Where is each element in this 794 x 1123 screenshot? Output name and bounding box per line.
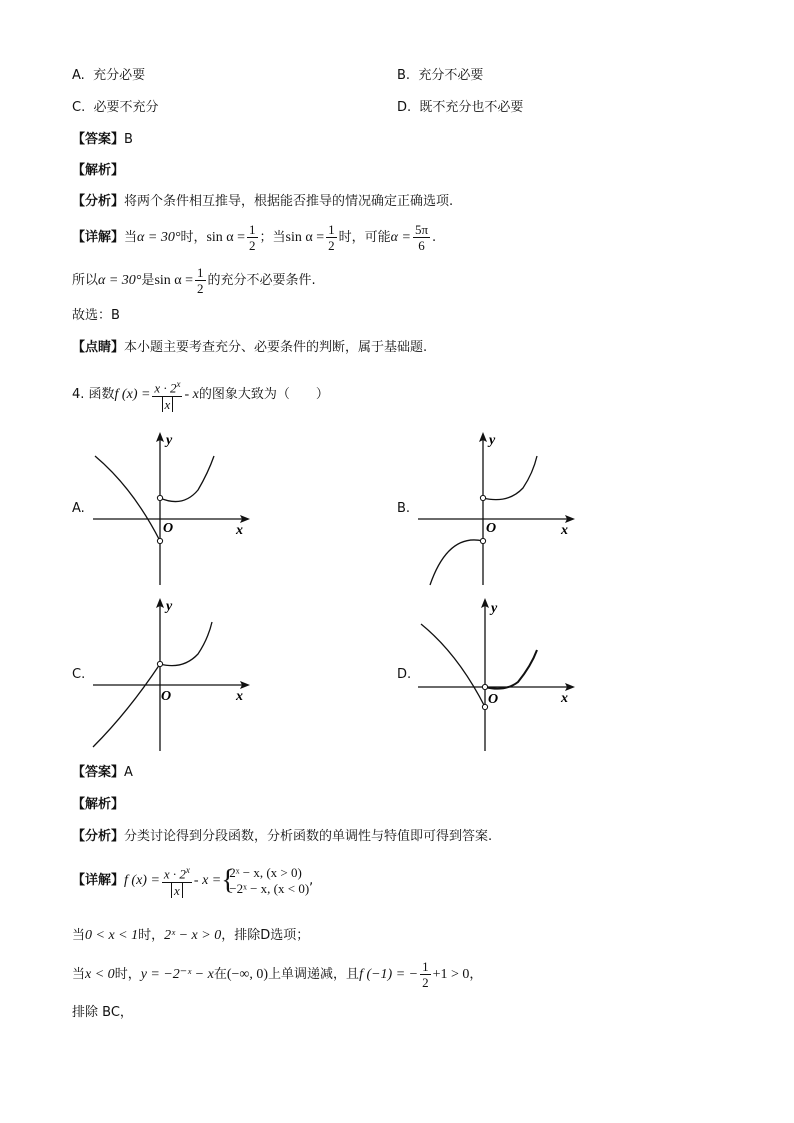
q3-answer-value: B: [124, 132, 133, 147]
q3-dianjing: [72, 339, 427, 357]
q4-stem: [72, 377, 329, 413]
q4-l2a: 当: [72, 967, 86, 982]
open-point: [157, 661, 162, 666]
q3-frac-half-2: [326, 222, 337, 253]
q4-line1: [72, 927, 309, 945]
q4-line2: [72, 958, 482, 992]
q4-num2: x · 2: [163, 866, 186, 882]
q3-detail: [72, 222, 436, 253]
q4-l1e: ，排除D选项；: [221, 928, 310, 943]
q3-conc3: 的充分不必要条件.: [207, 273, 316, 288]
graph-label-b: B.: [397, 501, 411, 516]
q4-piecewise: [221, 865, 309, 897]
x-label: x: [561, 691, 568, 706]
q3-answer-tag: 【答案】: [72, 132, 125, 147]
q4-detail: [72, 858, 313, 904]
curve-right: [160, 456, 214, 502]
curve-left: [93, 664, 160, 747]
option-d-letter: D.: [397, 100, 412, 115]
option-a-letter: A.: [72, 68, 85, 83]
q4-den: x: [162, 397, 174, 412]
q4-comma: ,: [309, 873, 314, 888]
q4-l1a: 当: [72, 928, 86, 943]
q3-fenxi-tag: 【分析】: [72, 194, 125, 209]
q4-answer: [72, 764, 133, 782]
y-label: y: [489, 433, 496, 448]
curve-right: [485, 650, 537, 689]
q3-frac-5pi6: [413, 222, 430, 253]
q4-detail-tag: 【详解】: [72, 873, 125, 888]
q3-d4: 时，可能: [338, 230, 391, 245]
curve-left: [95, 456, 160, 541]
option-b-text: 充分不必要: [418, 68, 484, 83]
x-label: x: [236, 689, 243, 704]
q4-frac: [152, 377, 182, 411]
q3-analysis-tag: 【解析】: [72, 163, 125, 178]
q4-l2g: 上单调递减，且: [268, 967, 360, 982]
q3-d3: ；当: [259, 230, 286, 245]
option-c-text: 必要不充分: [93, 100, 159, 115]
graph-a: [88, 428, 258, 588]
q4-l2b: x < 0: [85, 967, 115, 982]
frac-den: 2: [422, 975, 429, 990]
graph-d: [413, 594, 583, 754]
q4-sup2: x: [185, 865, 190, 876]
option-b: [397, 67, 483, 85]
graph-label-a: A.: [72, 501, 85, 516]
q3-fenxi-text: 将两个条件相互推导，根据能否推导的情况确定正确选项.: [124, 194, 454, 209]
q4-den2: x: [171, 883, 183, 898]
frac-den: 2: [328, 238, 335, 253]
q4-l1c: 时，: [138, 928, 165, 943]
q4-l2j: ，: [469, 967, 483, 982]
q3-answer: [72, 131, 133, 149]
q3-alpha-eq: α = 30°: [137, 230, 181, 245]
q3-d2: 时，: [180, 230, 207, 245]
q4-answer-tag: 【答案】: [72, 765, 125, 780]
x-label: x: [236, 523, 243, 538]
q4-line3: 排除 BC，: [72, 1005, 133, 1020]
q3-alpha-eq2: α =: [390, 230, 411, 245]
q3-conc-alpha: α = 30°: [98, 273, 142, 288]
open-point: [482, 684, 487, 689]
q4-fx: f (x) =: [114, 387, 151, 402]
open-point: [157, 538, 162, 543]
graph-b: [413, 428, 583, 588]
q4-frac-half: [420, 959, 431, 990]
q4-analysis-tag: 【解析】: [72, 797, 125, 812]
frac-den: 2: [197, 281, 204, 296]
option-d: [397, 99, 523, 117]
y-label: y: [166, 433, 173, 448]
curve-right: [483, 456, 537, 500]
graph-c: [88, 594, 258, 754]
q4-eq-minus-x: - x =: [193, 873, 222, 888]
frac-den: 2: [249, 238, 256, 253]
open-point: [480, 538, 485, 543]
option-b-letter: B.: [397, 68, 411, 83]
q3-d1: 当: [124, 230, 138, 245]
q3-dianjing-tag: 【点睛】: [72, 340, 125, 355]
q4-l2i: +1 > 0: [432, 967, 470, 982]
q4-case1: 2ˣ − x, (x > 0): [229, 864, 302, 880]
frac-den: 6: [418, 238, 425, 253]
frac-num: 1: [328, 222, 335, 237]
frac-num: 1: [197, 265, 204, 280]
q3-conc1: 所以: [72, 273, 99, 288]
q4-stem-num: 4. 函数: [72, 387, 115, 402]
q3-detail-tag: 【详解】: [72, 230, 125, 245]
frac-num: 1: [249, 222, 256, 237]
y-label: y: [166, 599, 173, 614]
curve-right: [160, 622, 212, 666]
open-point: [157, 495, 162, 500]
q4-l2c: 时，: [114, 967, 141, 982]
q3-frac-half: [247, 222, 258, 253]
option-a-text: 充分必要: [93, 68, 146, 83]
origin-label: O: [163, 521, 174, 536]
q3-conc-frac: [195, 265, 206, 296]
q4-l2e: 在: [213, 967, 227, 982]
option-c: [72, 99, 159, 117]
q3-period: .: [432, 230, 437, 245]
q4-sup: x: [176, 379, 181, 390]
graph-label-d: D.: [397, 667, 412, 682]
q3-dianjing-text: 本小题主要考查充分、必要条件的判断，属于基础题.: [124, 340, 428, 355]
q4-l1d: 2ˣ − x > 0: [164, 928, 222, 943]
q4-l2h: f (−1) = −: [359, 967, 419, 982]
x-label: x: [561, 523, 568, 538]
q4-fenxi-tag: 【分析】: [72, 829, 125, 844]
option-a: [72, 67, 145, 85]
q4-stem-end: 的图象大致为（ ）: [198, 387, 329, 402]
q3-conc2: 是: [141, 273, 155, 288]
frac-num: 5π: [414, 222, 429, 237]
q3-sin-alpha: sin α =: [206, 230, 246, 245]
q4-minus-x: - x: [184, 387, 199, 402]
q4-fenxi-text: 分类讨论得到分段函数，分析函数的单调性与特值即可得到答案.: [124, 829, 493, 844]
option-d-text: 既不充分也不必要: [419, 100, 524, 115]
q4-frac2: [162, 863, 192, 897]
brace: {: [221, 864, 235, 896]
origin-label: O: [486, 521, 497, 536]
open-point: [480, 495, 485, 500]
q4-num: x · 2: [154, 380, 177, 396]
q3-conc-sin: sin α =: [154, 273, 194, 288]
q4-answer-value: A: [124, 765, 133, 780]
graph-label-c: C.: [72, 667, 86, 682]
q4-fx2: f (x) =: [124, 873, 160, 888]
q4-fenxi: [72, 828, 492, 846]
q3-sin-alpha-2: sin α =: [285, 230, 325, 245]
origin-label: O: [488, 692, 499, 707]
frac-num: 1: [422, 959, 429, 974]
option-c-letter: C.: [72, 100, 86, 115]
q3-guxuan: 故选：B: [72, 308, 120, 323]
open-point: [482, 704, 487, 709]
q4-l1b: 0 < x < 1: [85, 928, 139, 943]
origin-label: O: [161, 689, 172, 704]
curve-left: [430, 540, 483, 585]
y-label: y: [491, 601, 498, 616]
q4-l2f: (−∞, 0): [226, 967, 269, 982]
q4-l2d: y = −2⁻ˣ − x: [140, 967, 214, 982]
q3-conclusion: [72, 265, 316, 296]
q4-case2: −2ˣ − x, (x < 0): [229, 880, 310, 896]
q3-fenxi: [72, 193, 453, 211]
curve-left: [421, 624, 485, 707]
